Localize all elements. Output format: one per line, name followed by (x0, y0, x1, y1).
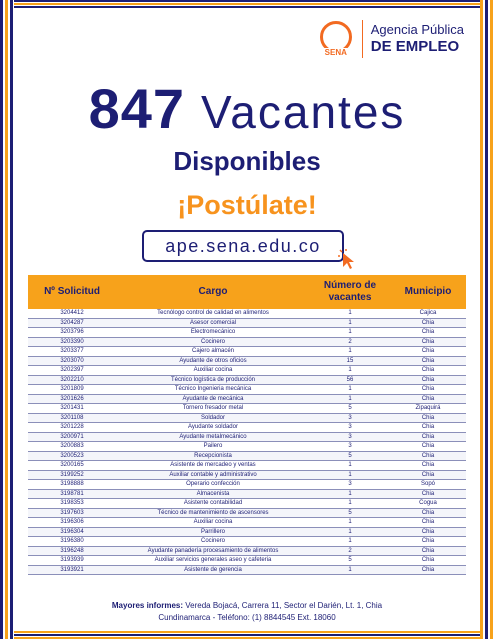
cell-vacantes: 5 (310, 404, 390, 414)
table-row (28, 442, 466, 452)
subtitle: Disponibles (173, 146, 321, 176)
cell-solicitud: 3201228 (28, 423, 116, 433)
cell-solicitud: 3201809 (28, 385, 116, 395)
cell-cargo: Asistente de gerencia (116, 565, 310, 575)
cell-municipio: Chia (390, 451, 466, 461)
cell-solicitud: 3200523 (28, 451, 116, 461)
cell-cargo: Auxiliar servicios generales aseo y cafeteria (116, 556, 310, 566)
table-body (28, 309, 466, 575)
table-row (28, 432, 466, 442)
table-row (28, 328, 466, 338)
cell-solicitud: 3203796 (28, 328, 116, 338)
cell-vacantes: 56 (310, 375, 390, 385)
cell-municipio: Chia (390, 537, 466, 547)
cell-cargo: Ayudante panadería procesamiento de alimentos (116, 546, 310, 556)
footer-line1 (0, 600, 494, 612)
table-row (28, 546, 466, 556)
cell-vacantes: 1 (310, 318, 390, 328)
headline-word: Vacantes (201, 86, 406, 138)
cell-municipio: Chia (390, 328, 466, 338)
headline (0, 76, 494, 141)
table-row (28, 375, 466, 385)
header-cargo: Cargo (116, 275, 310, 309)
cell-vacantes: 1 (310, 461, 390, 471)
cell-municipio: Chia (390, 527, 466, 537)
cell-cargo: Parrillero (116, 527, 310, 537)
cell-municipio: Chia (390, 470, 466, 480)
cell-cargo: Auxiliar contable y administrativo (116, 470, 310, 480)
cell-municipio: Chia (390, 489, 466, 499)
cell-vacantes: 3 (310, 442, 390, 452)
table-row (28, 366, 466, 376)
table-row (28, 413, 466, 423)
cell-solicitud: 3203390 (28, 337, 116, 347)
cell-cargo: Tecnólogo control de calidad en alimentos (116, 309, 310, 318)
cell-solicitud: 3196380 (28, 537, 116, 547)
cell-solicitud: 3201431 (28, 404, 116, 414)
cell-solicitud: 3199252 (28, 470, 116, 480)
table-row (28, 499, 466, 509)
cell-vacantes: 5 (310, 556, 390, 566)
cell-municipio: Zipaquirá (390, 404, 466, 414)
click-cursor-icon (337, 248, 361, 272)
table-row (28, 556, 466, 566)
vacancy-count: 847 (88, 77, 186, 140)
logo-line1: Agencia Pública (370, 21, 464, 37)
vacancies-table (28, 275, 466, 575)
table-row (28, 347, 466, 357)
header-solicitud: Nº Solicitud (28, 275, 116, 309)
cell-solicitud: 3204412 (28, 309, 116, 318)
table-row (28, 385, 466, 395)
cell-municipio: Chia (390, 413, 466, 423)
cell-municipio: Chia (390, 432, 466, 442)
cell-cargo: Almacenista (116, 489, 310, 499)
cell-municipio: Chia (390, 394, 466, 404)
cell-municipio: Chia (390, 565, 466, 575)
cell-cargo: Asistente de mercadeo y ventas (116, 461, 310, 471)
cell-vacantes: 1 (310, 565, 390, 575)
cell-vacantes: 1 (310, 366, 390, 376)
cell-municipio: Cajica (390, 309, 466, 318)
header-vacantes: Número de vacantes (310, 275, 390, 309)
cell-vacantes: 5 (310, 451, 390, 461)
table-row (28, 508, 466, 518)
cell-municipio: Chia (390, 385, 466, 395)
cell-cargo: Auxiliar cocina (116, 366, 310, 376)
cell-cargo: Recepcionista (116, 451, 310, 461)
table-row (28, 356, 466, 366)
table-row (28, 423, 466, 433)
cell-cargo: Electromecánico (116, 328, 310, 338)
table-row (28, 309, 466, 318)
cell-municipio: Chia (390, 375, 466, 385)
top-stripe-border (14, 0, 480, 8)
cell-solicitud: 3196248 (28, 546, 116, 556)
cell-solicitud: 3193939 (28, 556, 116, 566)
table-row (28, 451, 466, 461)
cell-solicitud: 3196306 (28, 518, 116, 528)
cell-cargo: Técnico logística de producción (116, 375, 310, 385)
table-row (28, 337, 466, 347)
cell-solicitud: 3200165 (28, 461, 116, 471)
cell-solicitud: 3201626 (28, 394, 116, 404)
table-row (28, 489, 466, 499)
cell-municipio: Chia (390, 546, 466, 556)
table-row (28, 527, 466, 537)
cell-solicitud: 3203070 (28, 356, 116, 366)
table-row (28, 480, 466, 490)
cell-vacantes: 1 (310, 309, 390, 318)
cell-solicitud: 3200883 (28, 442, 116, 452)
cell-solicitud: 3198888 (28, 480, 116, 490)
cell-cargo: Cajero almacén (116, 347, 310, 357)
agencia-publica-logo (318, 20, 464, 58)
sena-logo-icon: SENA (318, 21, 354, 57)
cell-cargo: Técnico Ingenieria mecánica (116, 385, 310, 395)
bottom-stripe-border (14, 631, 480, 639)
cell-cargo: Tornero fresador metal (116, 404, 310, 414)
url-text[interactable]: ape.sena.edu.co (165, 235, 321, 256)
table-row (28, 394, 466, 404)
cell-municipio: Chia (390, 423, 466, 433)
cell-cargo: Asesor comercial (116, 318, 310, 328)
footer-address: Vereda Bojacá, Carrera 11, Sector el Darién, Lt. 1, Chia (185, 601, 383, 610)
cell-cargo: Ayudante soldador (116, 423, 310, 433)
cell-vacantes: 1 (310, 489, 390, 499)
cell-solicitud: 3198781 (28, 489, 116, 499)
cell-solicitud: 3202397 (28, 366, 116, 376)
cell-cargo: Auxiliar cocina (116, 518, 310, 528)
cell-vacantes: 3 (310, 480, 390, 490)
cell-municipio: Chia (390, 556, 466, 566)
cell-municipio: Chia (390, 337, 466, 347)
cell-solicitud: 3197603 (28, 508, 116, 518)
table-header-row (28, 275, 466, 309)
cell-solicitud: 3193921 (28, 565, 116, 575)
cell-vacantes: 3 (310, 423, 390, 433)
cell-solicitud: 3204287 (28, 318, 116, 328)
cell-cargo: Asistente contabilidad (116, 499, 310, 509)
cell-cargo: Soldador (116, 413, 310, 423)
cell-cargo: Ayudante metalmecánico (116, 432, 310, 442)
cell-cargo: Cocinero (116, 537, 310, 547)
cell-solicitud: 3202210 (28, 375, 116, 385)
cell-cargo: Ayudante de mecánica (116, 394, 310, 404)
cell-municipio: Chia (390, 508, 466, 518)
cell-solicitud: 3203377 (28, 347, 116, 357)
cell-vacantes: 1 (310, 385, 390, 395)
cell-vacantes: 1 (310, 470, 390, 480)
footer-label: Mayores informes: (111, 601, 184, 610)
cell-vacantes: 1 (310, 328, 390, 338)
call-to-action: ¡Postúlate! (177, 190, 317, 220)
cell-solicitud: 3198353 (28, 499, 116, 509)
table-row (28, 565, 466, 575)
cell-vacantes: 3 (310, 432, 390, 442)
cell-vacantes: 2 (310, 546, 390, 556)
cell-vacantes: 1 (310, 537, 390, 547)
cell-municipio: Chia (390, 347, 466, 357)
cell-vacantes: 1 (310, 347, 390, 357)
logo-divider (362, 20, 363, 58)
cell-municipio: Chia (390, 442, 466, 452)
cell-vacantes: 1 (310, 527, 390, 537)
table-row (28, 537, 466, 547)
cell-solicitud: 3201108 (28, 413, 116, 423)
logo-text (371, 23, 464, 55)
cell-cargo: Ayudante de otros oficios (116, 356, 310, 366)
table-row (28, 518, 466, 528)
cell-municipio: Chia (390, 518, 466, 528)
cell-vacantes: 2 (310, 337, 390, 347)
table-row (28, 318, 466, 328)
cell-cargo: Cocinero (116, 337, 310, 347)
footer-line2: Cundinamarca - Teléfono: (1) 8844545 Ext. 18060 (158, 613, 336, 622)
cell-municipio: Chia (390, 356, 466, 366)
cell-municipio: Chia (390, 318, 466, 328)
cell-municipio: Chia (390, 366, 466, 376)
cell-vacantes: 5 (310, 508, 390, 518)
header-municipio: Municipio (390, 275, 466, 309)
cell-solicitud: 3200971 (28, 432, 116, 442)
cell-vacantes: 1 (310, 518, 390, 528)
cell-cargo: Operario confección (116, 480, 310, 490)
table-row (28, 470, 466, 480)
cell-municipio: Cogua (390, 499, 466, 509)
cell-municipio: Sopó (390, 480, 466, 490)
cell-vacantes: 15 (310, 356, 390, 366)
cell-municipio: Chia (390, 461, 466, 471)
cell-cargo: Técnico de mantenimiento de ascensores (116, 508, 310, 518)
url-link[interactable] (142, 230, 344, 262)
table-row (28, 461, 466, 471)
footer-contact (0, 600, 494, 624)
cell-vacantes: 3 (310, 413, 390, 423)
table-row (28, 404, 466, 414)
logo-line2: DE EMPLEO (370, 37, 460, 55)
cell-vacantes: 1 (310, 499, 390, 509)
cell-solicitud: 3196304 (28, 527, 116, 537)
cell-cargo: Pailero (116, 442, 310, 452)
cell-vacantes: 1 (310, 394, 390, 404)
